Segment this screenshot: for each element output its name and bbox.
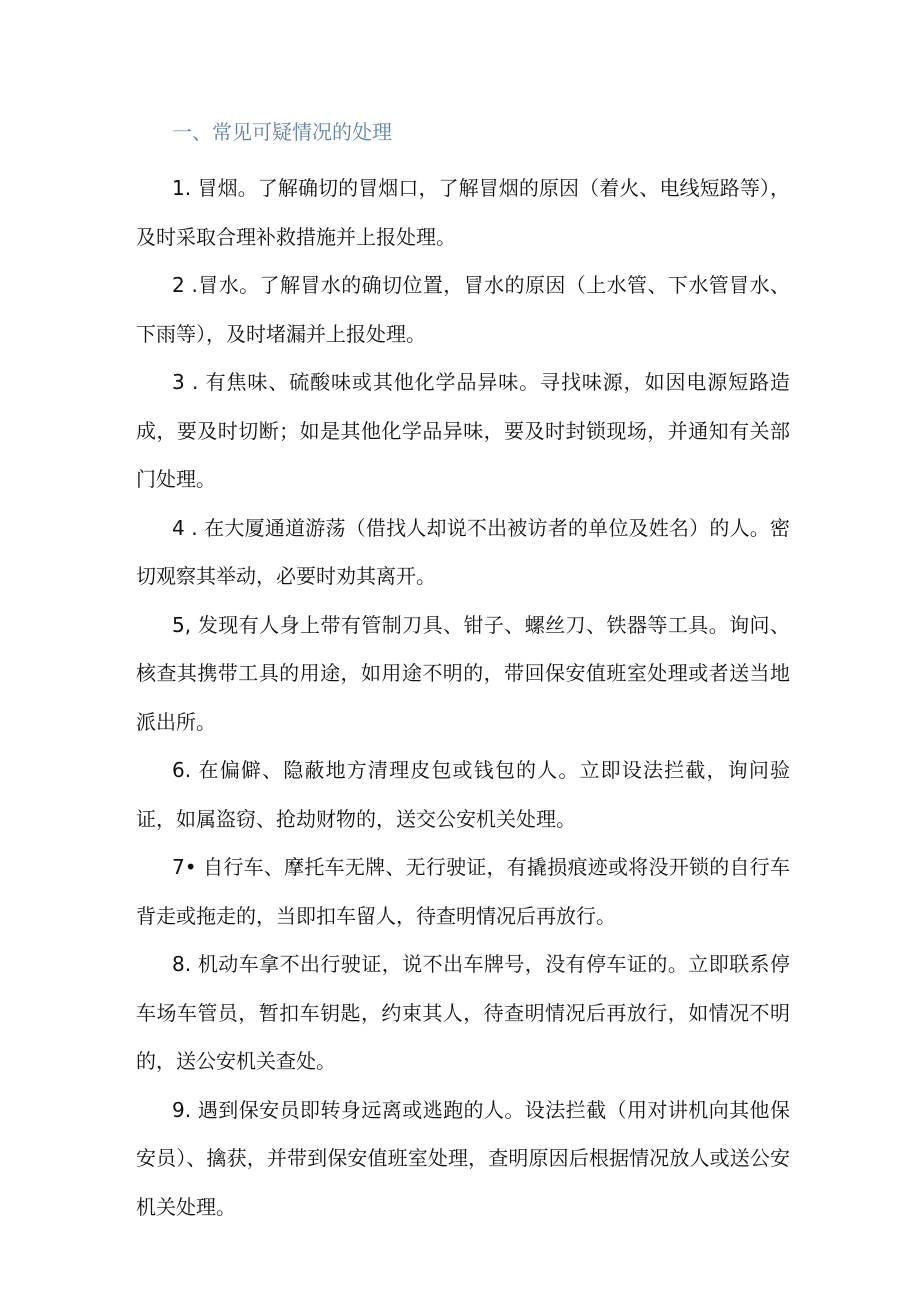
paragraph-item-4: 4 . 在大厦通道游荡（借找人却说不出被访者的单位及姓名）的人。密切观察其举动，必要时劝其离开。 [136, 515, 790, 588]
section-heading: 一、常见可疑情况的处理 [172, 120, 392, 144]
paragraph-item-5: 5, 发现有人身上带有管制刀具、钳子、螺丝刀、铁器等工具。询问、核查其携带工具的用途，如用途不明的，带回保安值班室处理或者送当地派出所。 [136, 612, 790, 734]
paragraph-item-1: 1. 冒烟。了解确切的冒烟口，了解冒烟的原因（着火、电线短路等），及时采取合理补救措施并上报处理。 [136, 176, 790, 249]
paragraph-item-2: 2 .冒水。了解冒水的确切位置，冒水的原因（上水管、下水管冒水、下雨等），及时堵漏并上报处理。 [136, 273, 790, 346]
paragraph-item-3: 3 . 有焦味、硫酸味或其他化学品异味。寻找味源，如因电源短路造成，要及时切断；如是其他化学品异味，要及时封锁现场，并通知有关部门处理。 [136, 370, 790, 491]
paragraph-item-8: 8. 机动车拿不出行驶证，说不出车牌号，没有停车证的。立即联系停车场车管员，暂扣车钥匙，约束其人，待查明情况后再放行，如情况不明的，送公安机关查处。 [136, 952, 790, 1073]
paragraph-item-6: 6. 在偏僻、隐蔽地方清理皮包或钱包的人。立即设法拦截，询问验证，如属盗窃、抢劫财物的，送交公安机关处理。 [136, 758, 790, 831]
document-body [136, 164, 790, 1231]
paragraph-item-7: 7• 自行车、摩托车无牌、无行驶证，有撬损痕迹或将没开锁的自行车背走或拖走的，当即扣车留人，待查明情况后再放行。 [136, 855, 790, 928]
paragraph-item-9: 9. 遇到保安员即转身远离或逃跑的人。设法拦截（用对讲机向其他保安员）、擒获，并带到保安值班室处理，查明原因后根据情况放人或送公安机关处理。 [136, 1097, 790, 1219]
